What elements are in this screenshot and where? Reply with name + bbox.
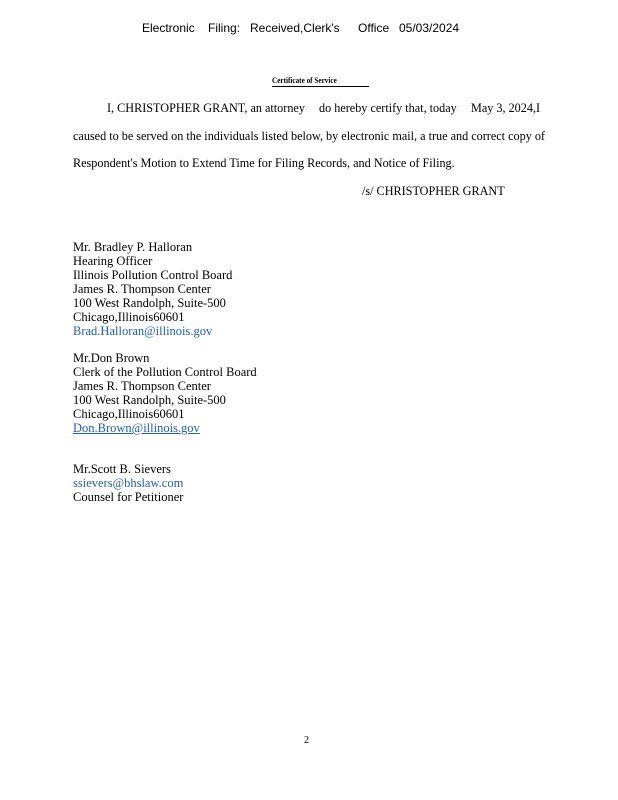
recipient-street: 100 West Randolph, Suite-500 <box>73 296 226 310</box>
cert-line1-part1: I, CHRISTOPHER GRANT, an attorney <box>107 101 305 115</box>
recipient-city: Chicago,Illinois60601 <box>73 407 185 421</box>
signature: /s/ CHRISTOPHER GRANT <box>362 184 505 198</box>
recipient-role: Clerk of the Pollution Control Board <box>73 365 257 379</box>
stamp-received: Received,Clerk's <box>250 21 340 35</box>
recipient-3-block <box>73 462 183 504</box>
recipient-building: James R. Thompson Center <box>73 379 211 393</box>
recipient-2-block <box>73 351 257 435</box>
recipient-role: Hearing Officer <box>73 254 153 268</box>
recipient-email-link[interactable]: Don.Brown@illinois.gov <box>73 421 200 435</box>
recipient-org: Illinois Pollution Control Board <box>73 268 233 282</box>
certificate-title: Certificate of Service <box>272 76 369 87</box>
recipient-email-link[interactable]: ssievers@bhslaw.com <box>73 476 184 490</box>
cert-line3: Respondent's Motion to Extend Time for Filing Records, and Notice of Filing. <box>73 156 455 170</box>
recipient-building: James R. Thompson Center <box>73 282 211 296</box>
recipient-email-link[interactable]: Brad.Halloran@illinois.gov <box>73 324 213 338</box>
recipient-name: Mr. Bradley P. Halloran <box>73 240 193 254</box>
recipient-1-block <box>73 240 232 338</box>
recipient-role: Counsel for Petitioner <box>73 490 184 504</box>
cert-line2: caused to be served on the individuals listed below, by electronic mail, a true and correct copy of <box>73 129 545 143</box>
cert-line1-date: May 3, 2024,I <box>471 101 541 115</box>
cert-line1-part2: do hereby certify that, today <box>319 101 457 115</box>
recipient-name: Mr.Don Brown <box>73 351 150 365</box>
recipient-city: Chicago,Illinois60601 <box>73 310 185 324</box>
recipient-street: 100 West Randolph, Suite-500 <box>73 393 226 407</box>
stamp-filing: Filing: <box>208 21 241 35</box>
stamp-electronic: Electronic <box>142 21 195 35</box>
page-number: 2 <box>304 735 309 746</box>
stamp-office: Office <box>358 21 390 35</box>
recipient-name: Mr.Scott B. Sievers <box>73 462 171 476</box>
stamp-date: 05/03/2024 <box>399 21 460 35</box>
